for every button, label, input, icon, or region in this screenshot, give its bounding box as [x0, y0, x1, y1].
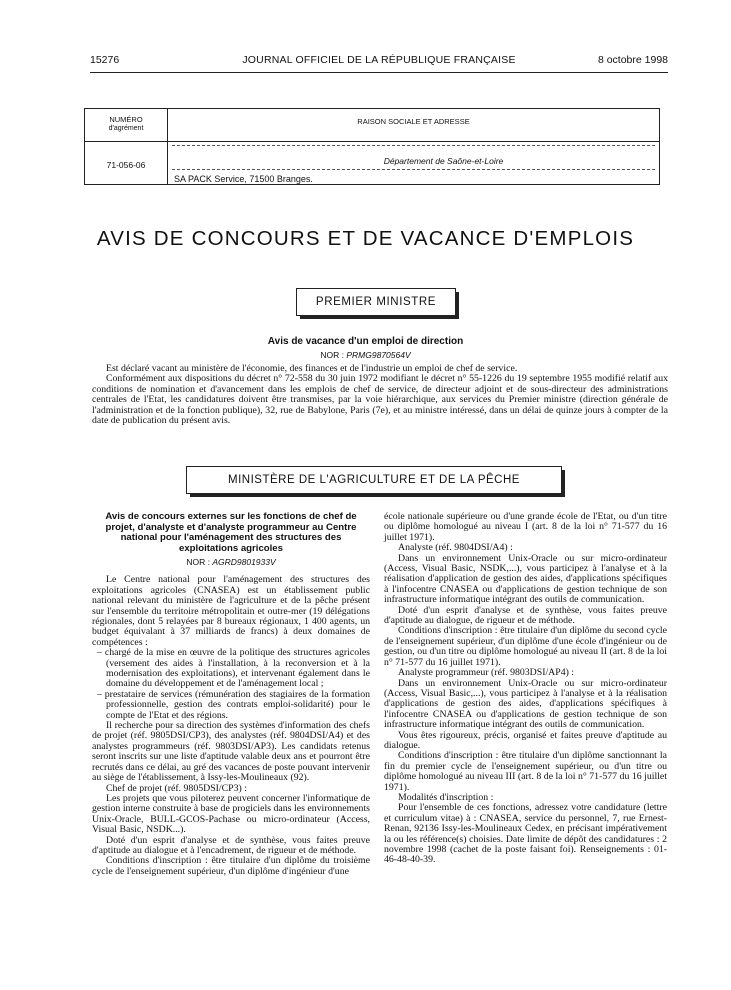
- list-item: – prestataire de services (rémunération des stagiaires de la formation professionnelle, gestion des contrats emploi-solidarité) pour le compte de l'Etat et des régions.: [97, 688, 370, 721]
- header-rule: [90, 72, 668, 73]
- registry-number: 71-056-06: [85, 142, 168, 185]
- vacancy-notice-title: Avis de vacance d'un emploi de direction: [267, 336, 464, 347]
- intro-paragraph: Le Centre national pour l'aménagement des structures des exploitations agricoles (CNASEA) est un établissement public national relevant du ministère de l'agriculture et de la pêche présent sur l'ensemble du territoire métropolitain et outre-mer (19 délégations régionales, dont 5 relayées par 8 bureaux régionaux, 1 400 agents, un budget équivalant à 37 milliards de francs) à deux domaines de compétences :: [92, 574, 370, 648]
- issue-date: 8 octobre 1998: [597, 54, 668, 66]
- vacancy-notice-body: Est déclaré vacant au ministère de l'économie, des finances et de l'industrie un emploi de chef de service. Conformément aux dispositions du décret n° 72-558 du 30 juin 1972 modifiant le décret n° 55-1226 du 19 septembre 1955 modifié relatif aux conditions de nomination et d'avancement dans les emplois de chef de service, de directeur adjoint et de sous-directeur des administrations centrales de l'Etat, les candidatures doivent être transmises, par la voie hiérarchique, aux services du Premier ministre (direction générale de l'administration et de la fonction publique), 32, rue de Babylone, Paris (7e), et au ministre intéressé, dans un délai de quinze jours à compter de la date de publication du présent avis.: [92, 363, 668, 427]
- section-heading-premier-ministre: PREMIER MINISTRE: [296, 288, 456, 316]
- company-column-header: RAISON SOCIALE ET ADRESSE: [168, 109, 660, 142]
- list-item: – chargé de la mise en œuvre de la politique des structures agricoles (versement des aides à l'installation, à la reconversion et à la modernisation des exploitations), et intervenant également dans le domaine du développement et de l'aménagement local ;: [97, 647, 370, 690]
- right-column: école nationale supérieure ou d'une grande école de l'Etat, ou d'un titre ou diplôme homologué au niveau I (art. 8 de la loi n° 71-577 du 16 juillet 1971). Analyste (réf. 9804DSI/A4) : Dans un environnement Unix-Oracle ou sur micro-ordinateur (Access, Visual Basic, NSDK,...), vous participez à l'analyse et à la réalisation d'application de gestion des aides, d'applications spécifiques à l'infocentre CNASEA ou d'applications de gestion technique de son infrastructure informatique intégrant des outils de communication. Doté d'un esprit d'analyse et de synthèse, vous faites preuve d'aptitude au dialogue, de rigueur et de méthode. Conditions d'inscription : être titulaire d'un diplôme du second cycle de l'enseignement supérieur, d'un diplôme d'une école d'ingénieur ou de gestion, ou d'un titre ou diplôme homologué au niveau II (art. 8 de la loi n° 71-577 du 16 juillet 1971). Analyste programmeur (réf. 9803DSI/AP4) : Dans un environnement Unix-Oracle ou sur micro-ordinateur (Access, Visual Basic,...), vous participez à l'analyse et à la réalisation d'applications de gestion des aides, d'applications spécifiques à l'infocentre CNASEA ou d'applications de gestion technique de son infrastructure informatique intégrant des outils de communication. Vous êtes rigoureux, précis, organisé et faites preuve d'aptitude au dialogue. Conditions d'inscription : être titulaire d'un diplôme sanctionnant la fin du premier cycle de l'enseignement supérieur, ou d'un titre ou diplôme homologué au niveau III (art. 8 de la loi n° 71-577 du 16 juillet 1971). Modalités d'inscription : Pour l'ensemble de ces fonctions, adressez votre candidature (lettre et curriculum vitae) à : CNASEA, service du personnel, 7, rue Ernest-Renan, 92136 Issy-les-Moulineaux Cedex, en précisant impérativement la ou les référence(s) choisies. Date limite de dépôt des candidatures : 2 novembre 1998 (cachet de la poste faisant foi). Renseignements : 01-46-48-40-39.: [384, 511, 667, 866]
- journal-title: JOURNAL OFFICIEL DE LA RÉPUBLIQUE FRANÇAISE: [242, 54, 516, 66]
- main-title: AVIS DE CONCOURS ET DE VACANCE D'EMPLOIS: [96, 227, 635, 250]
- number-column-header: NUMÉRO d'agrément: [85, 109, 168, 142]
- left-column: Avis de concours externes sur les fonctions de chef de projet, d'analyste et d'analyste programmeur au Centre national pour l'aménagement des structures des exploitations agricoles NOR : AGRD9801933V Le Centre national pour l'aménagement des structures des exploitations agricoles (CNASEA) est un établissement public national relevant du ministère de l'agriculture et de la pêche présent sur l'ensemble du territoire métropolitain et outre-mer (19 délégations régionales, dont 5 relayées par 8 bureaux régionaux, 1 400 agents, un budget équivalant à 37 milliards de francs) à deux domaines de compétences : – chargé de la mise en œuvre de la politique des structures agricoles (versement des aides à l'installation, à la reconversion et à la modernisation des exploitations), et intervenant également dans le domaine du développement et de l'aménagement local ; – prestataire de services (rémunération des stagiaires de la formation professionnelle, gestion des contrats emploi-solidarité) pour le compte de l'Etat et des régions. Il recherche pour sa direction des systèmes d'information des chefs de projet (réf. 9805DSI/CP3), des analystes (réf. 9804DSI/A4) et des analystes programmeurs (réf. 9803DSI/AP3). Les candidats retenus seront inscrits sur une liste d'aptitude valable deux ans et pourront être recrutés dans ce délai, au gré des vacances de poste pouvant intervenir au siège de l'établissement, à Issy-les-Moulineaux (92). Chef de projet (réf. 9805DSI/CP3) : Les projets que vous piloterez peuvent concerner l'informatique de gestion interne construite à base de progiciels dans les environnements Unix-Oracle, BULL-GCOS-Pachase ou micro-ordinateur (Access, Visual Basic, NSDK...). Doté d'un esprit d'analyse et de synthèse, vous faites preuve d'aptitude au dialogue et à l'encadrement, de rigueur et de méthode. Conditions d'inscription : être titulaire d'un diplôme du troisième cycle de l'enseignement supérieur, d'un diplôme d'ingénieur d'une: [92, 511, 370, 877]
- registry-table: [84, 108, 660, 185]
- concours-nor: NOR : AGRD9801933V: [186, 557, 276, 568]
- company-entry: SA PACK Service, 71500 Branges.: [174, 174, 313, 184]
- section-heading-agriculture: MINISTÈRE DE L'AGRICULTURE ET DE LA PÊCHE: [186, 466, 562, 494]
- nor-reference: NOR : PRMG9870564V: [320, 350, 411, 360]
- page-number: 15276: [90, 54, 120, 66]
- concours-title: Avis de concours externes sur les fonctions de chef de projet, d'analyste et d'analyste programmeur au Centre national pour l'aménagement des structures des exploitations agricoles: [105, 511, 357, 554]
- department-label: Département de Saône-et-Loire: [383, 156, 504, 166]
